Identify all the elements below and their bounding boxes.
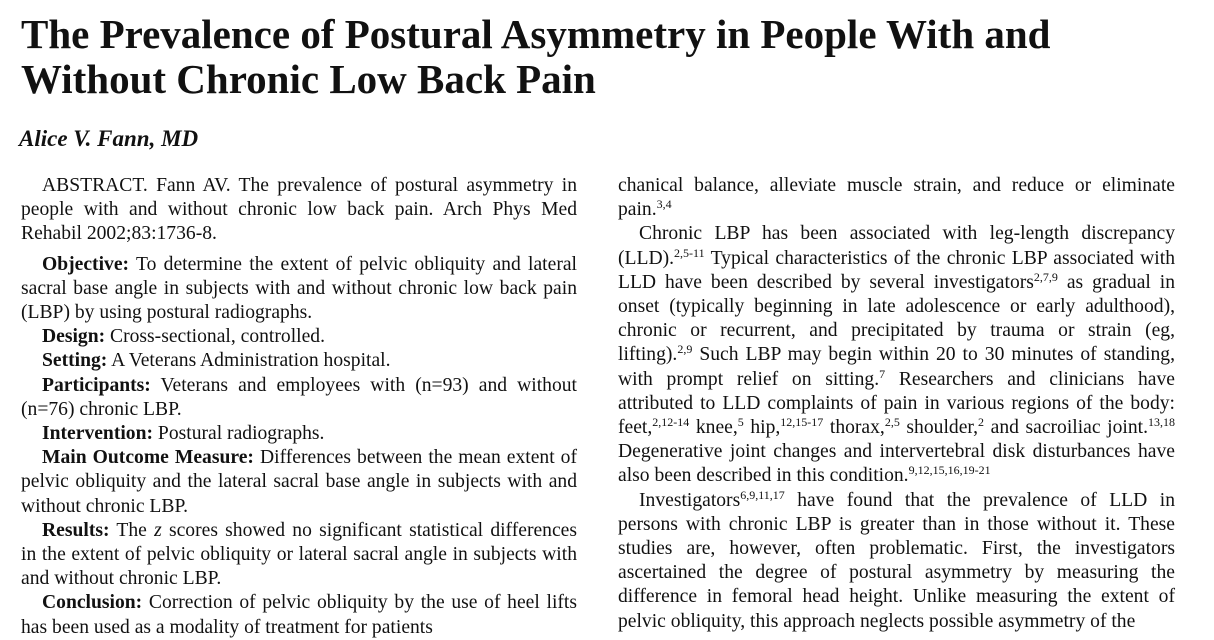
body-text: have found that the prevalence of LLD in persons with chronic LBP is greater than in those without it. These studies are, however, often problematic. First, the investigators ascertained the degree of postural asymmetry by measuring the difference in femoral head height. Unlike measuring the extent of pelvic obliquity, this approach neglects possible asymmetry of the <box>618 489 1175 632</box>
citation-superscript: 13,18 <box>1148 415 1175 430</box>
citation-superscript: 2,5 <box>884 415 900 430</box>
design-label: Design: <box>42 326 106 348</box>
results-text-pre: The <box>109 519 155 541</box>
setting-label: Setting: <box>42 350 108 372</box>
objective-paragraph <box>21 253 577 326</box>
intervention-text: Postural radiographs. <box>153 423 325 445</box>
citation-superscript: 3,4 <box>656 197 672 212</box>
body-text: Investigators <box>639 489 741 511</box>
body-text: shoulder, <box>899 417 979 439</box>
outcome-label: Main Outcome Measure: <box>42 447 254 469</box>
citation-superscript: 2,9 <box>677 342 693 357</box>
body-text: thorax, <box>823 417 885 439</box>
participants-text: Veterans and employees with (n=93) and without (n=76) chronic LBP. <box>21 374 577 420</box>
citation-superscript: 2,7,9 <box>1033 269 1058 284</box>
conclusion-text: Correction of pelvic obliquity by the use of heel lifts has been used as a modality of treatment for patients <box>21 592 577 638</box>
citation-superscript: 6,9,11,17 <box>740 487 785 502</box>
body-text: as gradual in onset (typically beginning in late adolescence or early adulthood), chronic or recurrent, and precipitated by trauma or strain (eg, lifting). <box>618 271 1175 366</box>
body-paragraph-3 <box>618 489 1175 634</box>
body-text: chanical balance, alleviate muscle strain, and reduce or eliminate pain. <box>618 175 1175 221</box>
abstract-intro: ABSTRACT. Fann AV. The prevalence of postural asymmetry in people with and without chronic low back pain. Arch Phys Med Rehabil 2002;83:1736-8. <box>21 175 577 245</box>
body-paragraph-2 <box>618 222 1175 488</box>
setting-paragraph <box>21 349 577 373</box>
abstract-column <box>21 174 577 640</box>
citation-superscript: 9,12,15,16,19-21 <box>908 463 991 478</box>
participants-paragraph <box>21 374 577 422</box>
body-text: knee, <box>689 417 738 439</box>
body-text: and sacroiliac joint. <box>984 417 1148 439</box>
body-text: hip, <box>743 417 781 439</box>
citation-superscript: 7 <box>879 366 886 381</box>
citation-superscript: 2,12-14 <box>652 415 690 430</box>
body-text: Typical characteristics of the chronic LBP associated with LLD have been described by several investigators <box>618 247 1175 293</box>
citation-superscript: 2,5-11 <box>674 245 705 260</box>
citation-superscript: 12,15-17 <box>780 415 824 430</box>
conclusion-label: Conclusion: <box>42 592 143 614</box>
outcome-text: Differences between the mean extent of pelvic obliquity and the lateral sacral base angle in subjects with and without chronic LBP. <box>21 447 577 517</box>
author-name: Alice V. Fann, MD <box>19 126 199 151</box>
results-paragraph <box>21 519 577 592</box>
body-text: Such LBP may begin within 20 to 30 minutes of standing, with prompt relief on sitting. <box>618 344 1175 390</box>
design-text: Cross-sectional, controlled. <box>105 326 325 348</box>
intervention-paragraph <box>21 422 577 446</box>
objective-label: Objective: <box>42 253 130 275</box>
body-paragraph-1 <box>618 174 1175 222</box>
intervention-label: Intervention: <box>42 423 154 445</box>
body-column <box>618 174 1175 634</box>
results-z-symbol: z <box>154 519 162 541</box>
results-label: Results: <box>42 519 110 541</box>
outcome-paragraph <box>21 446 577 519</box>
body-text: Degenerative joint changes and intervertebral disk disturbances have also been described in this condition. <box>618 441 1175 487</box>
objective-text: To determine the extent of pelvic obliquity and lateral sacral base angle in subjects with and without chronic low back pain (LBP) by using postural radiographs. <box>21 253 577 324</box>
conclusion-paragraph <box>21 591 577 639</box>
citation-superscript: 5 <box>737 415 744 430</box>
body-text: Chronic LBP has been associated with leg-length discrepancy (LLD). <box>618 223 1175 269</box>
setting-text: A Veterans Administration hospital. <box>107 350 391 372</box>
design-paragraph <box>21 325 577 349</box>
participants-label: Participants: <box>42 374 151 396</box>
results-text-post: scores showed no significant statistical differences in the extent of pelvic obliquity or lateral sacral angle in subjects with and without chronic LBP. <box>21 519 577 590</box>
body-text: Researchers and clinicians have attributed to LLD complaints of pain in various regions of the body: feet, <box>618 368 1175 439</box>
citation-superscript: 2 <box>978 415 985 430</box>
article-title: The Prevalence of Postural Asymmetry in People With and Without Chronic Low Back Pain <box>21 11 1051 102</box>
